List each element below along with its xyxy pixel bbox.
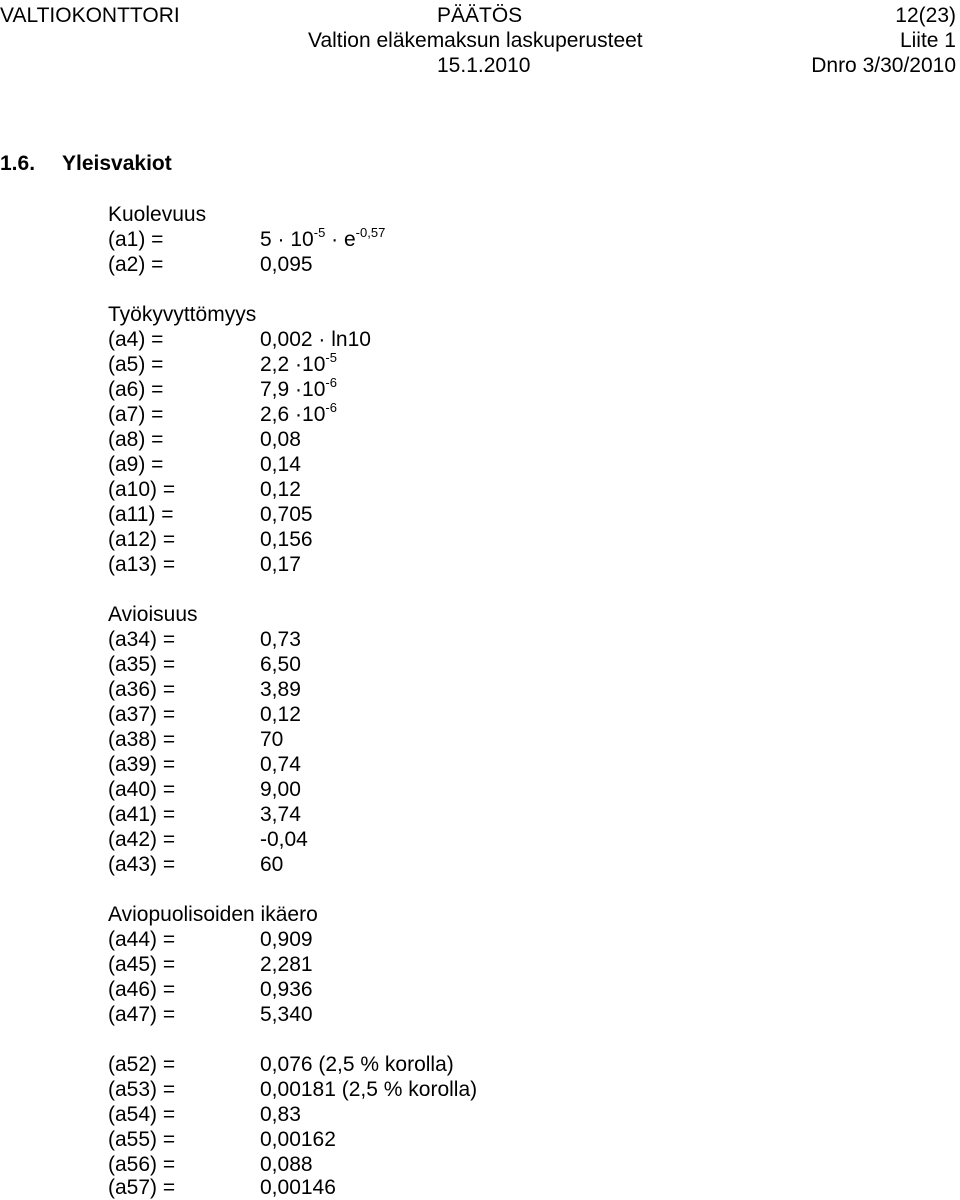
row-label: (a39) = bbox=[108, 753, 176, 776]
row-label: (a6) = bbox=[108, 378, 164, 401]
row-label: (a43) = bbox=[108, 853, 176, 876]
row-value: 0,909 bbox=[260, 928, 313, 951]
row-label: (a8) = bbox=[108, 428, 164, 451]
section-number: 1.6. bbox=[0, 152, 36, 175]
row-value: 0,00146 bbox=[260, 1176, 336, 1199]
row-value: 2,281 bbox=[260, 953, 313, 976]
row-label: (a53) = bbox=[108, 1078, 176, 1101]
row-label: (a40) = bbox=[108, 778, 176, 801]
formula-a1: $5 \cdot 10^{-5} \cdot e^{-0,57}$ bbox=[260, 225, 386, 251]
row-value: 9,00 bbox=[260, 778, 301, 801]
row-value: 3,89 bbox=[260, 678, 301, 701]
row-label: (a37) = bbox=[108, 703, 176, 726]
heading-aviopuolisoiden-ikaero: Aviopuolisoiden ikäero bbox=[108, 903, 318, 926]
row-label: (a36) = bbox=[108, 678, 176, 701]
row-value: 0,00162 bbox=[260, 1128, 336, 1151]
row-value: -0,04 bbox=[260, 828, 308, 851]
row-value: 0,17 bbox=[260, 553, 301, 576]
row-value: 0,705 bbox=[260, 503, 313, 526]
row-label: (a4) = bbox=[108, 328, 164, 351]
row-label: (a2) = bbox=[108, 253, 164, 276]
header-org: VALTIOKONTTORI bbox=[0, 4, 180, 27]
row-label: (a56) = bbox=[108, 1153, 176, 1176]
row-label: (a12) = bbox=[108, 528, 176, 551]
row-label: (a34) = bbox=[108, 628, 176, 651]
row-label: (a44) = bbox=[108, 928, 176, 951]
row-label: (a11) = bbox=[108, 503, 174, 526]
row-label: (a55) = bbox=[108, 1128, 176, 1151]
header-doc-type: PÄÄTÖS bbox=[437, 4, 523, 27]
row-value: 0,076 (2,5 % korolla) bbox=[260, 1053, 454, 1076]
row-value: 0,156 bbox=[260, 528, 313, 551]
row-value: 0,12 bbox=[260, 703, 301, 726]
row-label: (a41) = bbox=[108, 803, 176, 826]
heading-kuolevuus: Kuolevuus bbox=[108, 203, 207, 226]
row-value: 3,74 bbox=[260, 803, 301, 826]
formula-a4: 0,002 · ln10 bbox=[260, 328, 371, 351]
row-label: (a42) = bbox=[108, 828, 176, 851]
row-value: 0,936 bbox=[260, 978, 313, 1001]
row-label: (a46) = bbox=[108, 978, 176, 1001]
formula-a5: $2,2 \cdot 10^{-5}$ bbox=[260, 350, 337, 376]
row-value: 0,12 bbox=[260, 478, 301, 501]
header-document-title: Valtion eläkemaksun laskuperusteet bbox=[308, 29, 643, 52]
section-name: Yleisvakiot bbox=[62, 152, 172, 175]
row-label: (a45) = bbox=[108, 953, 176, 976]
row-value: 70 bbox=[260, 728, 284, 751]
formula-a7: $2,6 \cdot 10^{-6}$ bbox=[260, 400, 337, 426]
row-label: (a7) = bbox=[108, 403, 164, 426]
row-value: 0,74 bbox=[260, 753, 301, 776]
heading-tyokyvyttomyys: Työkyvyttömyys bbox=[108, 303, 257, 326]
row-label: (a5) = bbox=[108, 353, 164, 376]
header-attachment: Liite 1 bbox=[899, 29, 956, 52]
heading-avioisuus: Avioisuus bbox=[108, 603, 198, 626]
row-label: (a57) = bbox=[108, 1176, 176, 1199]
header-date: 15.1.2010 bbox=[437, 54, 531, 77]
row-label: (a54) = bbox=[108, 1103, 176, 1126]
row-label: (a47) = bbox=[108, 1003, 176, 1026]
row-value: 60 bbox=[260, 853, 284, 876]
formula-a6: $7,9 \cdot 10^{-6}$ bbox=[260, 375, 337, 401]
row-value: 0,00181 (2,5 % korolla) bbox=[260, 1078, 478, 1101]
row-label: (a35) = bbox=[108, 653, 176, 676]
row-value: 5,340 bbox=[260, 1003, 313, 1026]
row-value: 0,83 bbox=[260, 1103, 301, 1126]
row-value: 0,08 bbox=[260, 428, 301, 451]
row-label: (a52) = bbox=[108, 1053, 176, 1076]
section-title bbox=[0, 152, 172, 176]
row-value: 6,50 bbox=[260, 653, 301, 676]
row-label: (a38) = bbox=[108, 728, 176, 751]
row-label: (a9) = bbox=[108, 453, 164, 476]
row-label: (a1) = bbox=[108, 228, 164, 251]
row-value: 0,14 bbox=[260, 453, 301, 476]
row-value: 0,088 bbox=[260, 1153, 313, 1176]
header-dnro: Dnro 3/30/2010 bbox=[811, 54, 956, 77]
row-label: (a10) = bbox=[108, 478, 176, 501]
row-value: 0,095 bbox=[260, 253, 313, 276]
row-label: (a13) = bbox=[108, 553, 176, 576]
header-page-number: 12(23) bbox=[895, 4, 956, 27]
row-value: 0,73 bbox=[260, 628, 301, 651]
